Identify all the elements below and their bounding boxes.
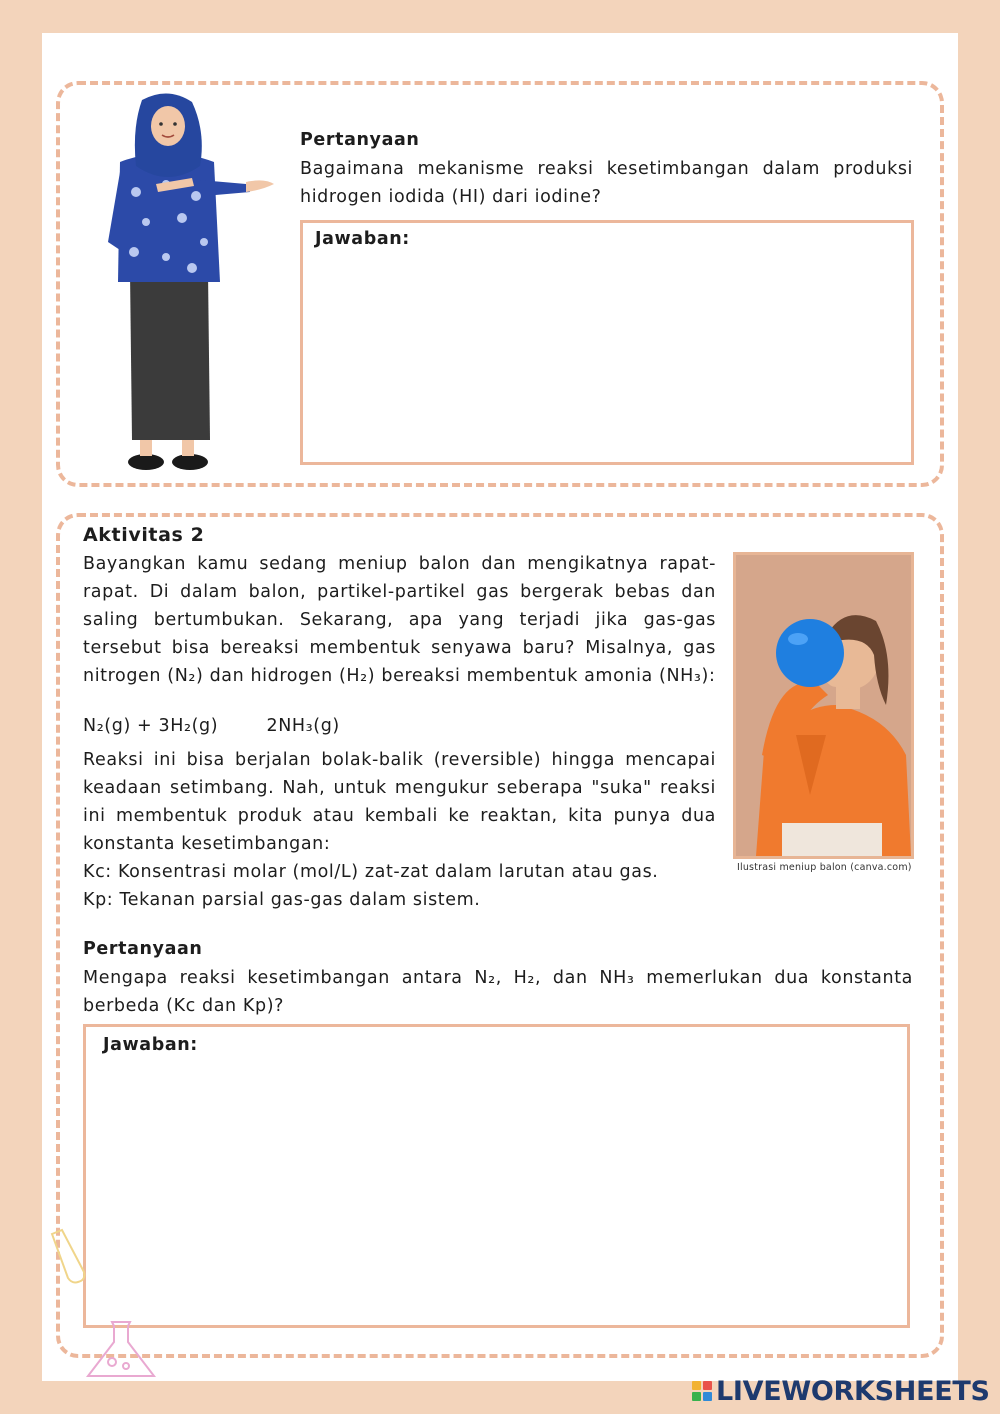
question-text-2: Mengapa reaksi kesetimbangan antara N₂, H₂, dan NH₃ memerlukan dua konstanta berbeda (Kc dan Kp)? [83,968,913,1016]
activity-intro: Bayangkan kamu sedang meniup balon dan mengikatnya rapat-rapat. Di dalam balon, partikel-partikel gas bergerak bebas dan saling bertumbukan. Sekarang, apa yang terjadi jika gas-gas tersebut bisa bereaksi membentuk senyawa baru? Misalnya, gas nitrogen (N₂) dan hidrogen (H₂) bereaksi membentuk amonia (NH₃): [83,554,716,686]
equation [83,716,340,736]
activity-heading: Aktivitas 2 [83,524,205,546]
question-heading-1: Pertanyaan [300,130,420,150]
brand-name: LIVEWORKSHEETS [716,1375,990,1407]
flask-icon [82,1318,160,1382]
kc-definition: Kc: Konsentrasi molar (mol/L) zat-zat dalam larutan atau gas. [83,862,659,882]
liveworksheets-logo [692,1376,990,1406]
balloon-photo [733,552,914,859]
equation-right: 2NH₃(g) [266,716,340,736]
teacher-illustration [96,92,282,474]
answer-box-2 [83,1024,910,1328]
answer-label-1: Jawaban: [315,229,410,249]
activity-explanation: Reaksi ini bisa berjalan bolak-balik (reversible) hingga mencapai keadaan setimbang. Nah, untuk mengukur seberapa "suka" reaksi ini membentuk produk atau kembali ke reaktan, kita punya dua konstanta kesetimbangan: [83,750,716,854]
equation-left: N₂(g) + 3H₂(g) [83,716,219,736]
answer-input-1[interactable] [313,259,901,452]
question-text-1: Bagaimana mekanisme reaksi kesetimbangan dalam produksi hidrogen iodida (HI) dari iodine? [300,159,913,207]
photo-caption: Ilustrasi meniup balon (canva.com) [737,862,912,873]
kp-definition: Kp: Tekanan parsial gas-gas dalam sistem. [83,890,481,910]
test-tube-icon [46,1228,90,1284]
answer-input-2[interactable] [96,1063,897,1315]
question-heading-2: Pertanyaan [83,939,203,959]
brand-grid-icon [692,1381,712,1401]
answer-box-1 [300,220,914,465]
answer-label-2: Jawaban: [103,1035,198,1055]
